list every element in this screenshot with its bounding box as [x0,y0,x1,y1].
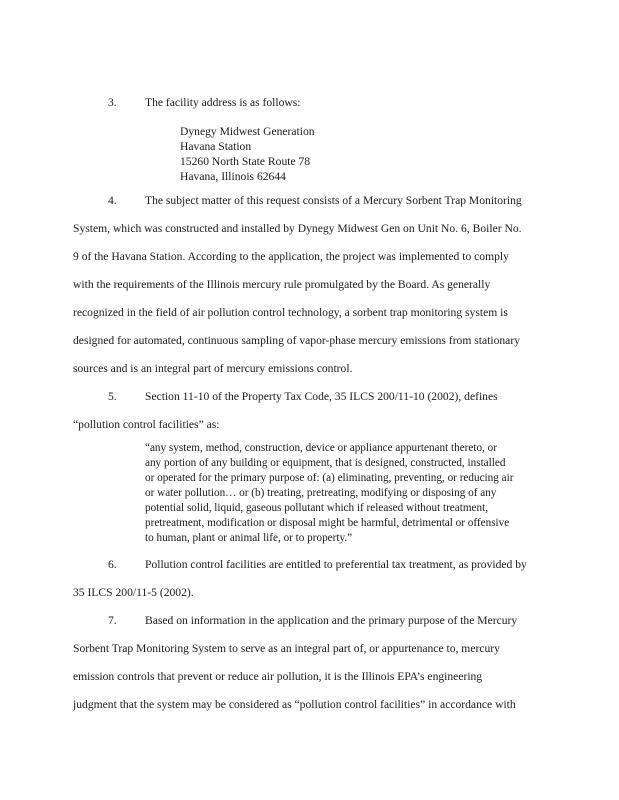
section-4-line-4: with the requirements of the Illinois mercury rule promulgated by the Board. As generally [73,278,491,291]
definition-quote-line-6: pretreatment, modification or disposal might be harmful, detrimental or offensive [145,517,510,529]
section-3-text: The facility address is as follows: [145,96,301,109]
section-4-line-7: sources and is an integral part of mercury emissions control. [73,362,353,375]
section-7-line-1: Based on information in the application and the primary purpose of the Mercury [145,614,518,627]
section-4-line-2: System, which was constructed and installed by Dynegy Midwest Gen on Unit No. 6, Boiler No. [73,222,522,235]
definition-quote-line-2: any portion of any building or equipment, that is designed, constructed, installed [145,457,506,469]
section-7-line-3: emission controls that prevent or reduce air pollution, it is the Illinois EPA’s engineering [73,670,483,683]
section-7-number: 7. [108,614,117,627]
section-6-line-1: Pollution control facilities are entitled to preferential tax treatment, as provided by [145,558,527,571]
definition-quote-line-3: or operated for the primary purpose of: (a) eliminating, preventing, or reducing air [145,472,514,484]
definition-quote-line-7: to human, plant or animal life, or to property.” [145,532,353,544]
definition-quote-line-1: “any system, method, construction, device or appliance appurtenant thereto, or [145,442,497,454]
section-4-number: 4. [108,194,117,207]
section-7-line-2: Sorbent Trap Monitoring System to serve as an integral part of, or appurtenance to, mercury [73,642,500,655]
definition-quote-line-5: potential solid, liquid, gaseous pollutant which if released without treatment, [145,502,489,514]
address-line-2: Havana Station [180,140,252,153]
section-4-line-3: 9 of the Havana Station. According to the application, the project was implemented to comply [73,250,509,263]
section-4-line-6: designed for automated, continuous sampling of vapor-phase mercury emissions from stationary [73,334,520,347]
section-3-number: 3. [108,96,117,109]
address-line-4: Havana, Illinois 62644 [180,170,286,183]
section-4-line-1: The subject matter of this request consists of a Mercury Sorbent Trap Monitoring [145,194,522,207]
section-4-line-5: recognized in the field of air pollution control technology, a sorbent trap monitoring system is [73,306,508,319]
address-line-1: Dynegy Midwest Generation [180,125,315,138]
definition-quote-line-4: or water pollution… or (b) treating, pretreating, modifying or disposing of any [145,487,497,499]
section-5-line-2: “pollution control facilities” as: [73,418,220,431]
section-6-line-2: 35 ILCS 200/11-5 (2002). [73,586,194,599]
section-5-line-1: Section 11-10 of the Property Tax Code, 35 ILCS 200/11-10 (2002), defines [145,390,498,403]
section-5-number: 5. [108,390,117,403]
address-line-3: 15260 North State Route 78 [180,155,311,168]
section-6-number: 6. [108,558,117,571]
section-7-line-4: judgment that the system may be considered as “pollution control facilities” in accordance with [73,698,516,711]
